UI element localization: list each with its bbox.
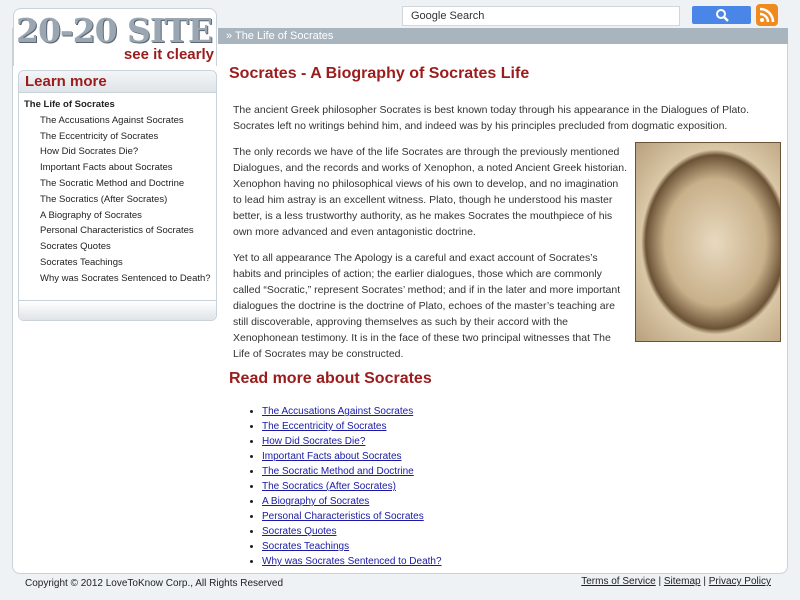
sidebar-item[interactable]: The Eccentricity of Socrates bbox=[40, 130, 159, 142]
read-more-link[interactable]: How Did Socrates Die? bbox=[262, 436, 366, 447]
privacy-link[interactable]: Privacy Policy bbox=[708, 576, 771, 587]
sidebar-footer bbox=[19, 300, 216, 320]
read-more-link[interactable]: Socrates Quotes bbox=[262, 526, 337, 537]
sidebar-item[interactable]: The Accusations Against Socrates bbox=[40, 114, 184, 126]
list-item bbox=[262, 451, 781, 466]
list-item bbox=[262, 406, 781, 421]
rss-button[interactable] bbox=[756, 4, 778, 26]
sidebar-item[interactable]: Important Facts about Socrates bbox=[40, 162, 173, 174]
list-item bbox=[262, 421, 781, 436]
read-more-link[interactable]: Why was Socrates Sentenced to Death? bbox=[262, 556, 442, 567]
read-more-link[interactable]: A Biography of Socrates bbox=[262, 496, 370, 507]
list-item bbox=[262, 436, 781, 451]
site-logo[interactable] bbox=[13, 8, 217, 66]
sidebar-item[interactable]: Why was Socrates Sentenced to Death? bbox=[40, 272, 211, 284]
search-icon bbox=[715, 8, 729, 22]
list-item bbox=[262, 466, 781, 481]
sidebar-item[interactable]: The Socratic Method and Doctrine bbox=[40, 177, 185, 189]
sidebar-item[interactable]: Socrates Quotes bbox=[40, 241, 111, 253]
footer-links bbox=[581, 576, 771, 587]
rss-icon bbox=[756, 4, 778, 26]
read-more-link[interactable]: Socrates Teachings bbox=[262, 541, 350, 552]
logo-tagline: see it clearly bbox=[123, 46, 214, 63]
socrates-portrait-image bbox=[635, 142, 781, 342]
read-more-link[interactable]: The Accusations Against Socrates bbox=[262, 406, 414, 417]
read-more-link[interactable]: Important Facts about Socrates bbox=[262, 451, 402, 462]
sidebar-item[interactable]: Socrates Teachings bbox=[40, 256, 123, 268]
search-button[interactable] bbox=[692, 6, 751, 24]
sidebar-item[interactable]: The Life of Socrates bbox=[24, 99, 115, 110]
list-item bbox=[262, 541, 781, 556]
main-content bbox=[229, 65, 781, 571]
separator: | bbox=[658, 576, 662, 587]
paragraph: Yet to all appearance The Apology is a careful and exact account of Socrates’s habits and principles of action; the earlier dialogues, those which are commonly called “Socratic,” represent Socrates’ method; and if in the later and more important dialogues the doctrine is the doctrine of Plato, echoes of the master’s teaching are still discoverable, approving themselves as such by their accord with the Xenophonean testimony. It is in the face of these two principal witnesses that The Life of Socrates may be constructed. bbox=[233, 252, 621, 360]
terms-link[interactable]: Terms of Service bbox=[581, 576, 656, 587]
read-more-heading: Read more about Socrates bbox=[229, 370, 432, 387]
sidebar-item[interactable]: Personal Characteristics of Socrates bbox=[40, 225, 194, 237]
read-more-link[interactable]: Personal Characteristics of Socrates bbox=[262, 511, 424, 522]
sidebar-title: Learn more bbox=[19, 71, 216, 93]
paragraph: The ancient Greek philosopher Socrates is best known today through his appearance in the Dialogues of Plato. Socrates left no writings behind him, and indeed was by his principles precluded from dogmatic exposition. bbox=[233, 104, 749, 132]
page-title: Socrates - A Biography of Socrates Life bbox=[229, 65, 530, 82]
read-more-link[interactable]: The Socratic Method and Doctrine bbox=[262, 466, 414, 477]
sidebar-learn-more bbox=[18, 70, 217, 321]
paragraph: The only records we have of the life Socrates are through the previously mentioned Dialogues, and the records and works of Xenophon, a noted Ancient Greek historian. Xenophon having no philosophical views of his own to develop, and no imagination to lead him astray is an excellent witness. Plato, though he understood his master better, is a less trustworthy authority, as he makes Socrates the mouthpiece of his own more advanced and even antagonistic doctrine. bbox=[233, 146, 627, 238]
sidebar-item[interactable]: How Did Socrates Die? bbox=[40, 146, 139, 158]
read-more-link[interactable]: The Socratics (After Socrates) bbox=[262, 481, 396, 492]
list-item bbox=[262, 496, 781, 511]
search-input[interactable]: Google Search bbox=[402, 6, 680, 26]
separator: | bbox=[703, 576, 706, 587]
sidebar-item[interactable]: A Biography of Socrates bbox=[40, 209, 142, 221]
sidebar-item[interactable]: The Socratics (After Socrates) bbox=[40, 193, 168, 205]
logo-text: 20-20 SITE bbox=[16, 11, 213, 50]
breadcrumb[interactable]: » The Life of Socrates bbox=[218, 28, 788, 44]
list-item bbox=[262, 481, 781, 496]
sitemap-link[interactable]: Sitemap bbox=[663, 576, 701, 587]
list-item bbox=[262, 526, 781, 541]
read-more-link[interactable]: The Eccentricity of Socrates bbox=[262, 421, 387, 432]
list-item bbox=[262, 556, 781, 571]
list-item bbox=[262, 511, 781, 526]
copyright: Copyright © 2012 LoveToKnow Corp., All Rights Reserved bbox=[25, 578, 284, 589]
